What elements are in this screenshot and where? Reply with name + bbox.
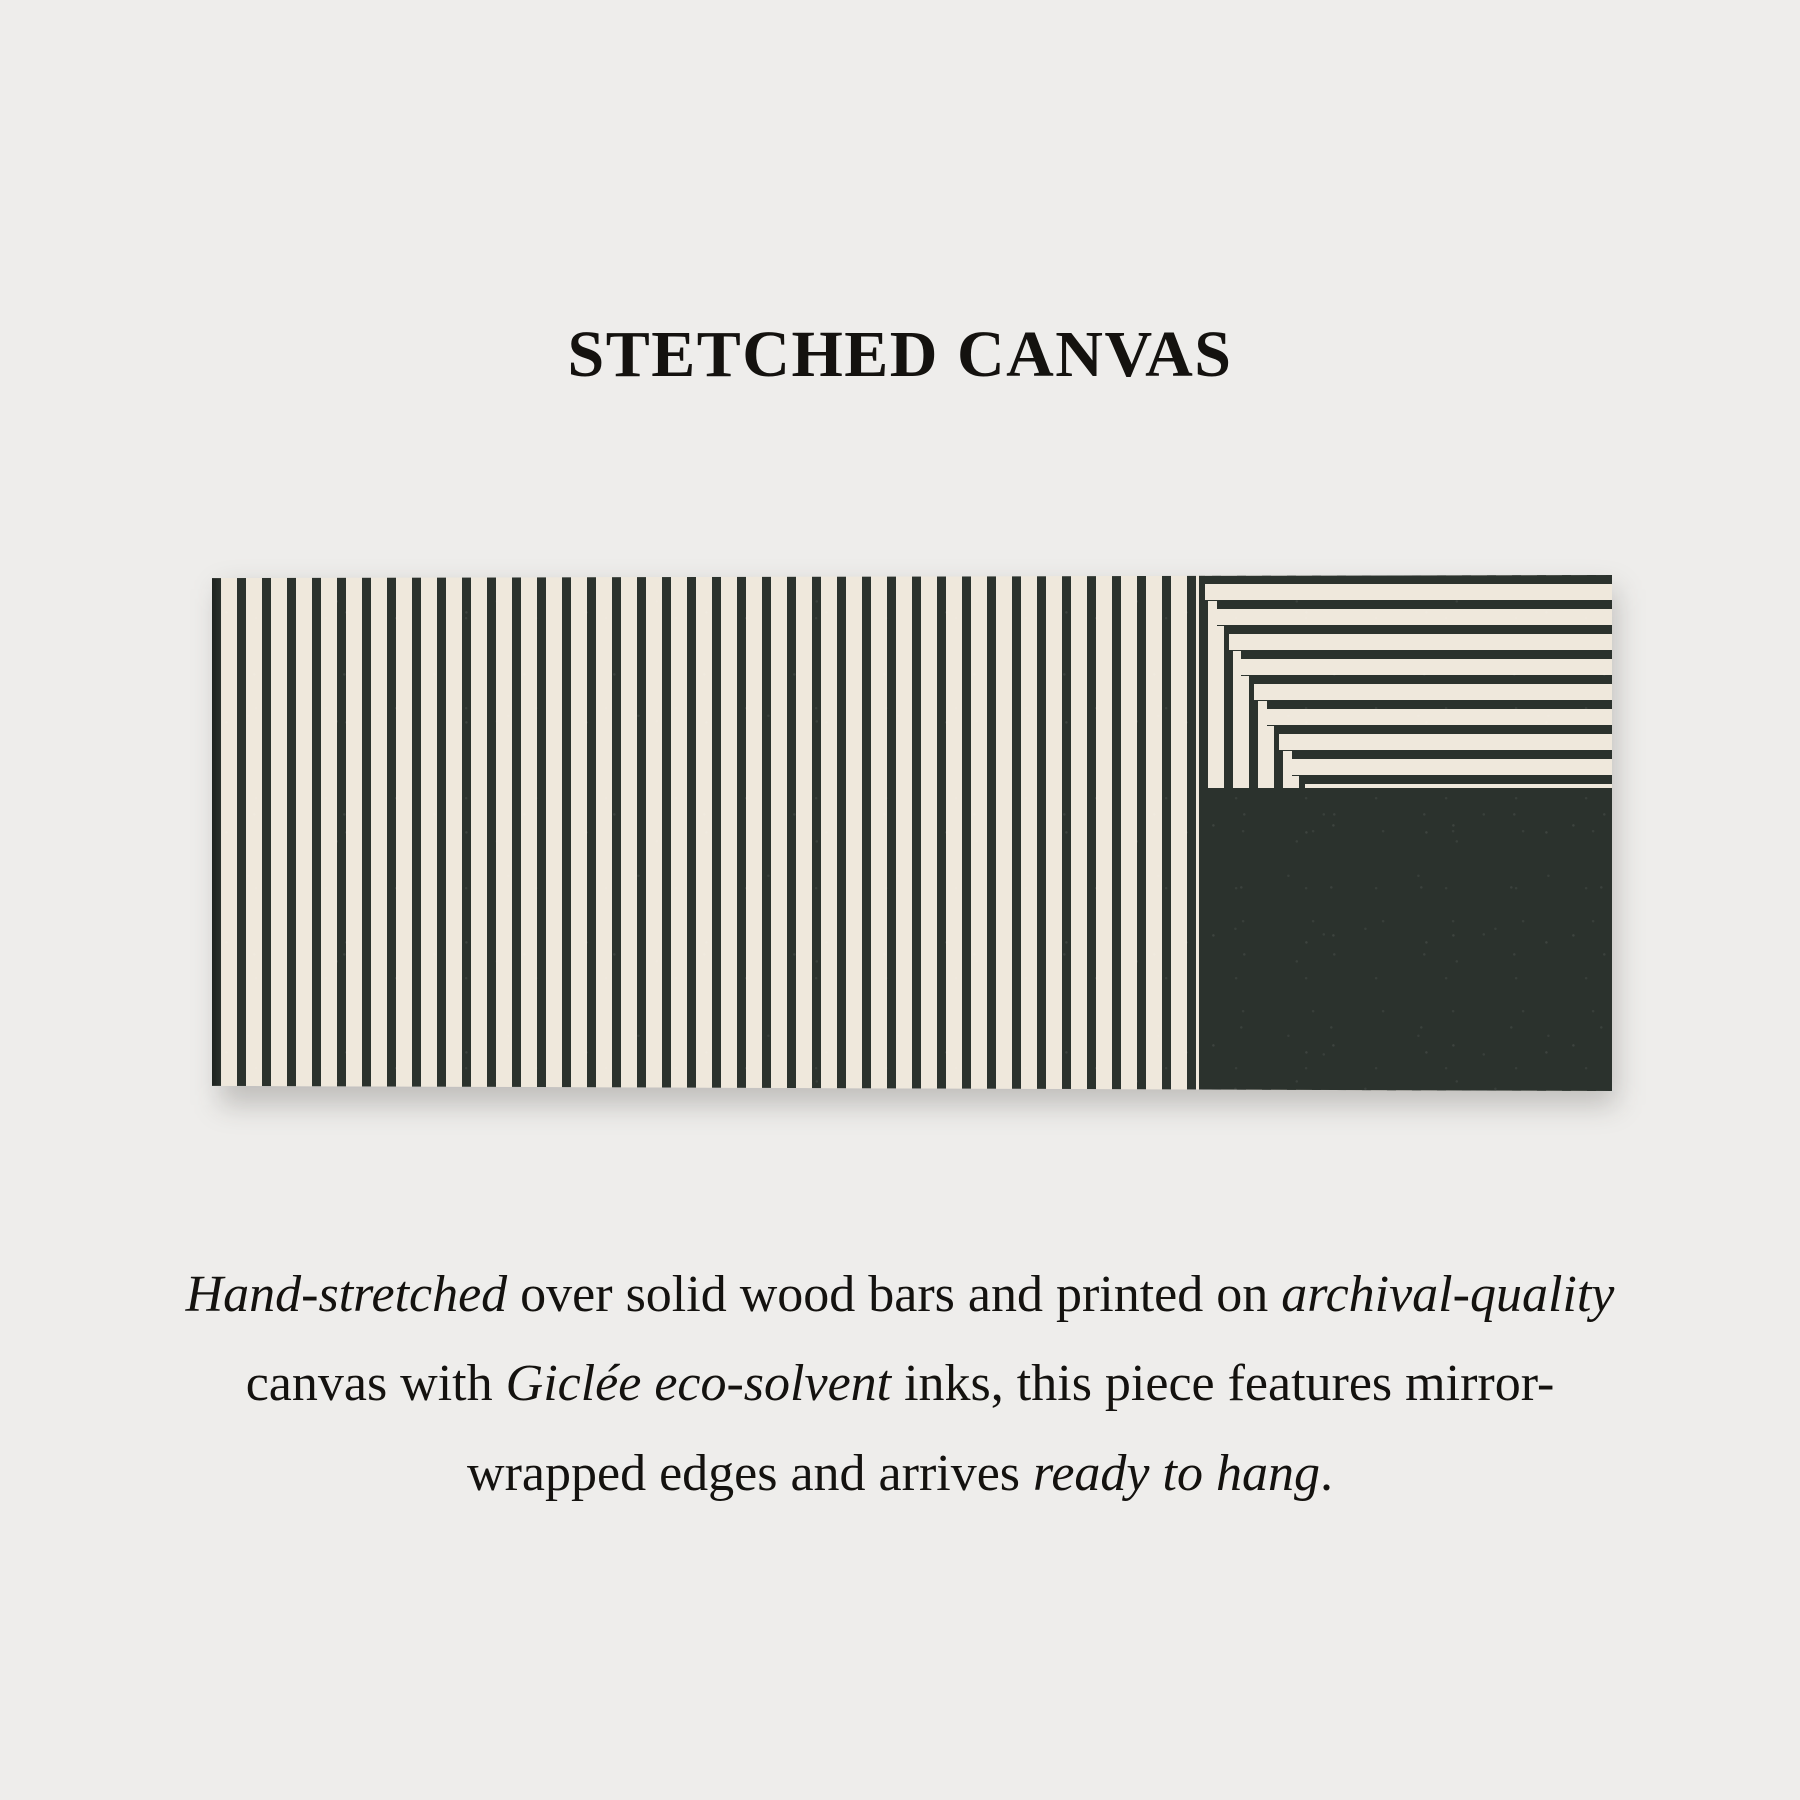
canvas-artwork bbox=[212, 575, 1612, 1091]
description-segment: over solid wood bars and printed on bbox=[507, 1266, 1282, 1323]
artwork-figure bbox=[212, 575, 1612, 1095]
description-segment: Giclée eco-solvent bbox=[505, 1355, 892, 1413]
description-segment: archival-quality bbox=[1281, 1266, 1615, 1323]
description-segment: inks, this piece features mirror-wrapped edges and arrives bbox=[467, 1355, 1555, 1502]
description-segment: . bbox=[1319, 1444, 1333, 1502]
page-title: STETCHED CANVAS bbox=[567, 318, 1233, 391]
description-segment: ready to hang bbox=[1033, 1444, 1320, 1502]
corner-block bbox=[1199, 575, 1612, 1091]
canvas-texture-overlay bbox=[1199, 788, 1612, 1091]
description-segment: Hand-stretched bbox=[185, 1266, 508, 1323]
product-description bbox=[180, 1250, 1620, 1518]
description-segment: canvas with bbox=[245, 1355, 506, 1413]
solid-dark-block bbox=[1199, 788, 1612, 1091]
